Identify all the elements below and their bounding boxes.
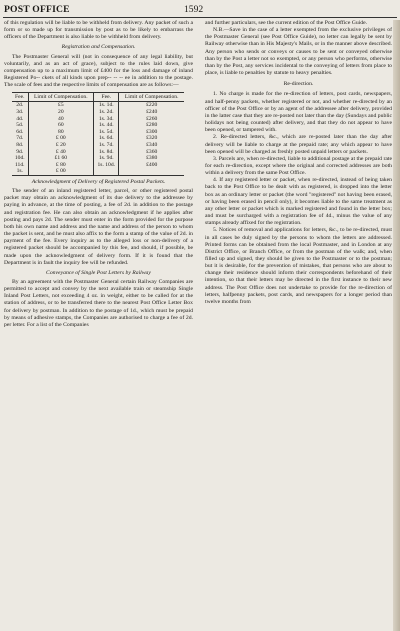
limit-cell: £1 60 <box>28 155 94 162</box>
limit-cell: £320 <box>146 135 158 142</box>
registration-paragraph: The Postmaster General will (not in consequence of any legal liability, but voluntarily, and as an act of grace), subject to the rules laid down, give compensation up to a maximum limit of £400 for the loss and damage of inland Registered Po-- ckets of all kinds upon prep-- -- -- ee in addition to the postage. The scale of fees and the respective limits of compensation are as follows:— <box>4 53 193 89</box>
fee-row <box>12 142 184 149</box>
intro-paragraph: of this regulation will be liable to be withheld from delivery. Any packet of such a form or so made up for transmission by post as to be likely to embarrass the officers of the Department is also liable to be withheld from delivery. <box>4 20 193 41</box>
fee-row <box>12 135 184 142</box>
fee-cell: 9d. <box>12 149 28 156</box>
fee-row <box>12 122 184 129</box>
fee-row <box>12 102 184 109</box>
heading-conveyance: Conveyance of Single Post Letters by Railway <box>46 269 151 276</box>
fee-cell: 1s. 2d. <box>94 109 119 116</box>
fee-cell: 1s. 10d. <box>94 162 119 169</box>
fee-cell: 1s. 9d. <box>94 155 119 162</box>
redirection-item: 2. Re-directed letters, &c., which are re-posted later than the day after delivery will be liable to charge at the prepaid rate; any which appear to have been opened will be charged as freshly posted unpaid letters or packets. <box>205 134 392 155</box>
fee-cell: 3d. <box>12 109 28 116</box>
limit-cell: £400 <box>146 161 158 168</box>
continuation-paragraph: and further particulars, see the current edition of the Post Office Guide. <box>205 20 368 26</box>
limit-cell: £220 <box>146 102 158 109</box>
left-column <box>4 20 193 329</box>
redirection-item: 3. Parcels are, when re-directed, liable to additional postage at the prepaid rate for each re-direction, except where the original and corrected addresses are both within a delivery from the same Post Office. <box>205 155 392 177</box>
limit-cell: £380 <box>146 155 158 162</box>
conveyance-paragraph: By an agreement with the Postmaster General certain Railway Companies are permitted to accept and convey by the next available train or steamship Single Inland Post Letters, not exceeding 4 oz. in weight, either to be called for at the station of address, or to be transferred there to the nearest Post Office Letter Box for delivery by postman. In addition to the postage of 1d., which must be prepaid by means of adhesive stamps, the Companies are authorised to charge a fee of 2d. per letter. For a list of the Companies <box>4 278 193 328</box>
limit-cell: £300 <box>146 128 158 135</box>
page-edge <box>393 20 400 631</box>
fee-cell: 11d. <box>12 162 28 169</box>
fee-cell: 10d. <box>12 155 28 162</box>
fee-row <box>12 129 184 136</box>
page-number: 1592 <box>184 4 204 15</box>
fee-header: Fee. <box>12 93 28 102</box>
fee-cell: 5d. <box>12 122 28 129</box>
fee-cell: 1s. 3d. <box>94 116 119 123</box>
header-rule <box>3 17 397 18</box>
limit-cell: £ 40 <box>28 149 94 156</box>
fee-cell <box>94 168 119 175</box>
limit-cell: £ 20 <box>28 142 94 149</box>
limit-cell: £ 00 <box>28 135 94 142</box>
limit-cell: £340 <box>146 141 158 148</box>
limit-cell: £260 <box>146 115 158 122</box>
heading-acknowledgment: Acknowledgment of Delivery of Registered Postal Packets. <box>31 178 166 185</box>
limit-header: Limit of Compensation. <box>119 93 184 102</box>
fee-table <box>12 92 184 176</box>
fee-cell: 1s. 4d. <box>94 122 119 129</box>
redirection-item: 4. If any registered letter or packet, when re-directed, instead of being taken back to the Post Office to be dealt with as registered, is dropped into the letter box as an ordinary letter or packet (the word "registered" not having been erased, or having been erased in pencil only), it becomes liable to the same treatment as any other letter or packet which is marked registered and found in the letter box; and must be surcharged with a registration fee of 4d., minus the value of any stamps already affixed for the registration. <box>205 177 392 227</box>
limit-cell: £240 <box>146 109 158 115</box>
nb-paragraph: N.B.—Save in the case of a letter exempted from the exclusive privileges of the Postmaster General (see Post Office Guide), no letter can legally be sent by Railway otherwise than in His Majesty's Mails, or in the manner above described. Any person who sends or conveys or causes to be sent or conveyed otherwise than by the Post a letter not so exempted, or any person who performs, otherwise than by the Post, any services incidental to the conveying of letters from place to place, is liable to penalties by statute to heavy penalties. <box>205 27 392 77</box>
limit-header: Limit of Compensation. <box>28 93 94 102</box>
limit-cell: £ 00 <box>28 168 94 175</box>
fee-row <box>12 116 184 123</box>
heading-registration: Registration and Compensation. <box>61 44 136 51</box>
fee-cell: 1s. 1d. <box>94 102 119 109</box>
heading-redirection: Re-direction. <box>283 81 314 88</box>
fee-cell: 8d. <box>12 142 28 149</box>
fee-row <box>12 109 184 116</box>
limit-cell: £360 <box>146 148 158 155</box>
fee-cell: 1s. 7d. <box>94 142 119 149</box>
fee-cell: 4d. <box>12 116 28 123</box>
limit-cell: 80 <box>28 129 94 136</box>
fee-cell: 1s. <box>12 168 28 175</box>
right-column <box>205 20 392 306</box>
fee-cell: 2d. <box>12 102 28 109</box>
limit-cell: 40 <box>28 116 94 123</box>
fee-cell: 1s. 8d. <box>94 149 119 156</box>
fee-header: Fee. <box>94 93 119 102</box>
fee-table-body <box>12 102 184 176</box>
fee-row <box>12 168 184 175</box>
page-header <box>0 3 400 17</box>
fee-cell: 6d. <box>12 129 28 136</box>
limit-cell: £5 <box>28 102 94 109</box>
limit-cell: 60 <box>28 122 94 129</box>
limit-cell: £280 <box>146 122 158 129</box>
acknowledgment-paragraph: The sender of an inland registered letter, parcel, or other registered postal packet may obtain an acknowledgment of its due delivery to the addressee by paying in advance, at the time of posting, a fee of 2d. in addition to the postage and registration fee. He can also obtain an acknowledgment if he applies after posting and pays 2d. The sender must enter in the form provided for the purpose both his own name and address and the name and address of the person to whom the packet is sent, and he must also affix to the form a stamp of the value of 2d. in payment of the fee. Every inquiry as to the alleged loss or non-delivery of a registered packet should be accompanied by this fee, and should, if possible, be made upon the acknowledgment of delivery form. If it is found that the Department is in fault the inquiry fee will be refunded. <box>4 188 193 266</box>
limit-cell: £ 80 <box>28 162 94 169</box>
redirection-item: 1. No charge is made for the re-direction of letters, post cards, newspapers, and half-penny packets, whether registered or not, and whether re-directed by an officer of the Post Office or by an agent of the addressee after delivery, provided in the latter case that they are re-posted not later than the day (Sundays and public holidays not being counted) after delivery, and that they do not appear to have been opened, or tampered with. <box>205 91 392 134</box>
fee-cell: 1s. 6d. <box>94 135 119 142</box>
fee-cell: 1s. 5d. <box>94 129 119 136</box>
fee-row <box>12 155 184 162</box>
redirection-item: 5. Notices of removal and applications for letters, &c., to be re-directed, must in all cases be duly signed by the persons to whom the letters are addressed. Printed forms can be obtained from the local Postmaster, and in London at any District Office, or Branch Office, or from the postman of the walk; and, when filled up and signed, they should be given to the Postmaster or to the postman; but it is desirable, for the prevention of mistakes, that persons who are about to change their residence should inform their correspondents beforehand of their intention, so that their letters may be directed in the first instance to their new address. The Post Office does not undertake to provide for the re-direction of letters, halfpenny packets, post cards, and newspapers for a longer period than twelve months from <box>205 227 392 305</box>
fee-row <box>12 149 184 156</box>
running-head: POST OFFICE <box>4 4 70 15</box>
limit-cell: 20 <box>28 109 94 116</box>
fee-cell: 7d. <box>12 135 28 142</box>
fee-row <box>12 162 184 169</box>
limit-cell <box>119 168 184 175</box>
